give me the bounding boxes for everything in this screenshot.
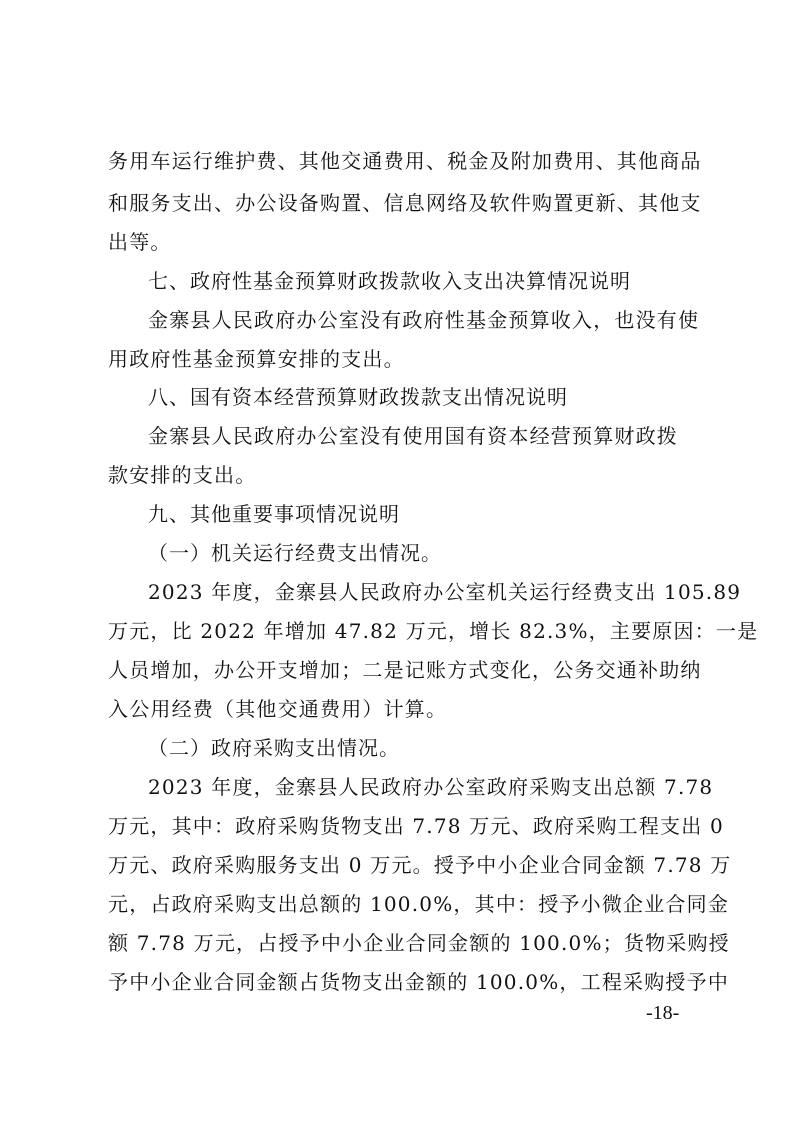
- body-text-line: 额 7.78 万元，占授予中小企业合同金额的 100.0%；货物采购授: [108, 931, 730, 955]
- body-text-line: 2023 年度，金寨县人民政府办公室政府采购支出总额 7.78: [148, 775, 714, 799]
- subsection-heading-2: （二）政府采购支出情况。: [148, 736, 400, 760]
- section-heading-9: 九、其他重要事项情况说明: [148, 502, 400, 526]
- body-text-line: 和服务支出、办公设备购置、信息网络及软件购置更新、其他支: [108, 191, 702, 215]
- subsection-heading-1: （一）机关运行经费支出情况。: [148, 541, 442, 565]
- body-text-line: 万元，比 2022 年增加 47.82 万元，增长 82.3%，主要原因：一是: [108, 619, 759, 643]
- body-text-line: 用政府性基金预算安排的支出。: [108, 347, 405, 371]
- body-text-line: 万元、政府采购服务支出 0 万元。授予中小企业合同金额 7.78 万: [108, 853, 732, 877]
- body-text-line: 入公用经费（其他交通费用）计算。: [108, 697, 448, 721]
- body-text-line: 万元，其中：政府采购货物支出 7.78 万元、政府采购工程支出 0: [108, 814, 724, 838]
- page-number: -18-: [646, 1002, 680, 1024]
- body-text-line: 2023 年度，金寨县人民政府办公室机关运行经费支出 105.89: [148, 580, 742, 604]
- body-text-line: 金寨县人民政府办公室没有政府性基金预算收入，也没有使: [148, 308, 700, 332]
- body-text-line: 务用车运行维护费、其他交通费用、税金及附加费用、其他商品: [108, 149, 702, 173]
- body-text-line: 出等。: [108, 230, 172, 254]
- section-heading-7: 七、政府性基金预算财政拨款收入支出决算情况说明: [148, 269, 631, 293]
- section-heading-8: 八、国有资本经营预算财政拨款支出情况说明: [148, 385, 568, 409]
- body-text-line: 款安排的支出。: [108, 463, 257, 487]
- body-text-line: 金寨县人民政府办公室没有使用国有资本经营预算财政拨: [148, 424, 678, 448]
- body-text-line: 予中小企业合同金额占货物支出金额的 100.0%，工程采购授予中: [108, 970, 730, 994]
- body-text-line: 元，占政府采购支出总额的 100.0%，其中：授予小微企业合同金: [108, 892, 730, 916]
- body-text-line: 人员增加，办公开支增加；二是记账方式变化，公务交通补助纳: [108, 658, 702, 682]
